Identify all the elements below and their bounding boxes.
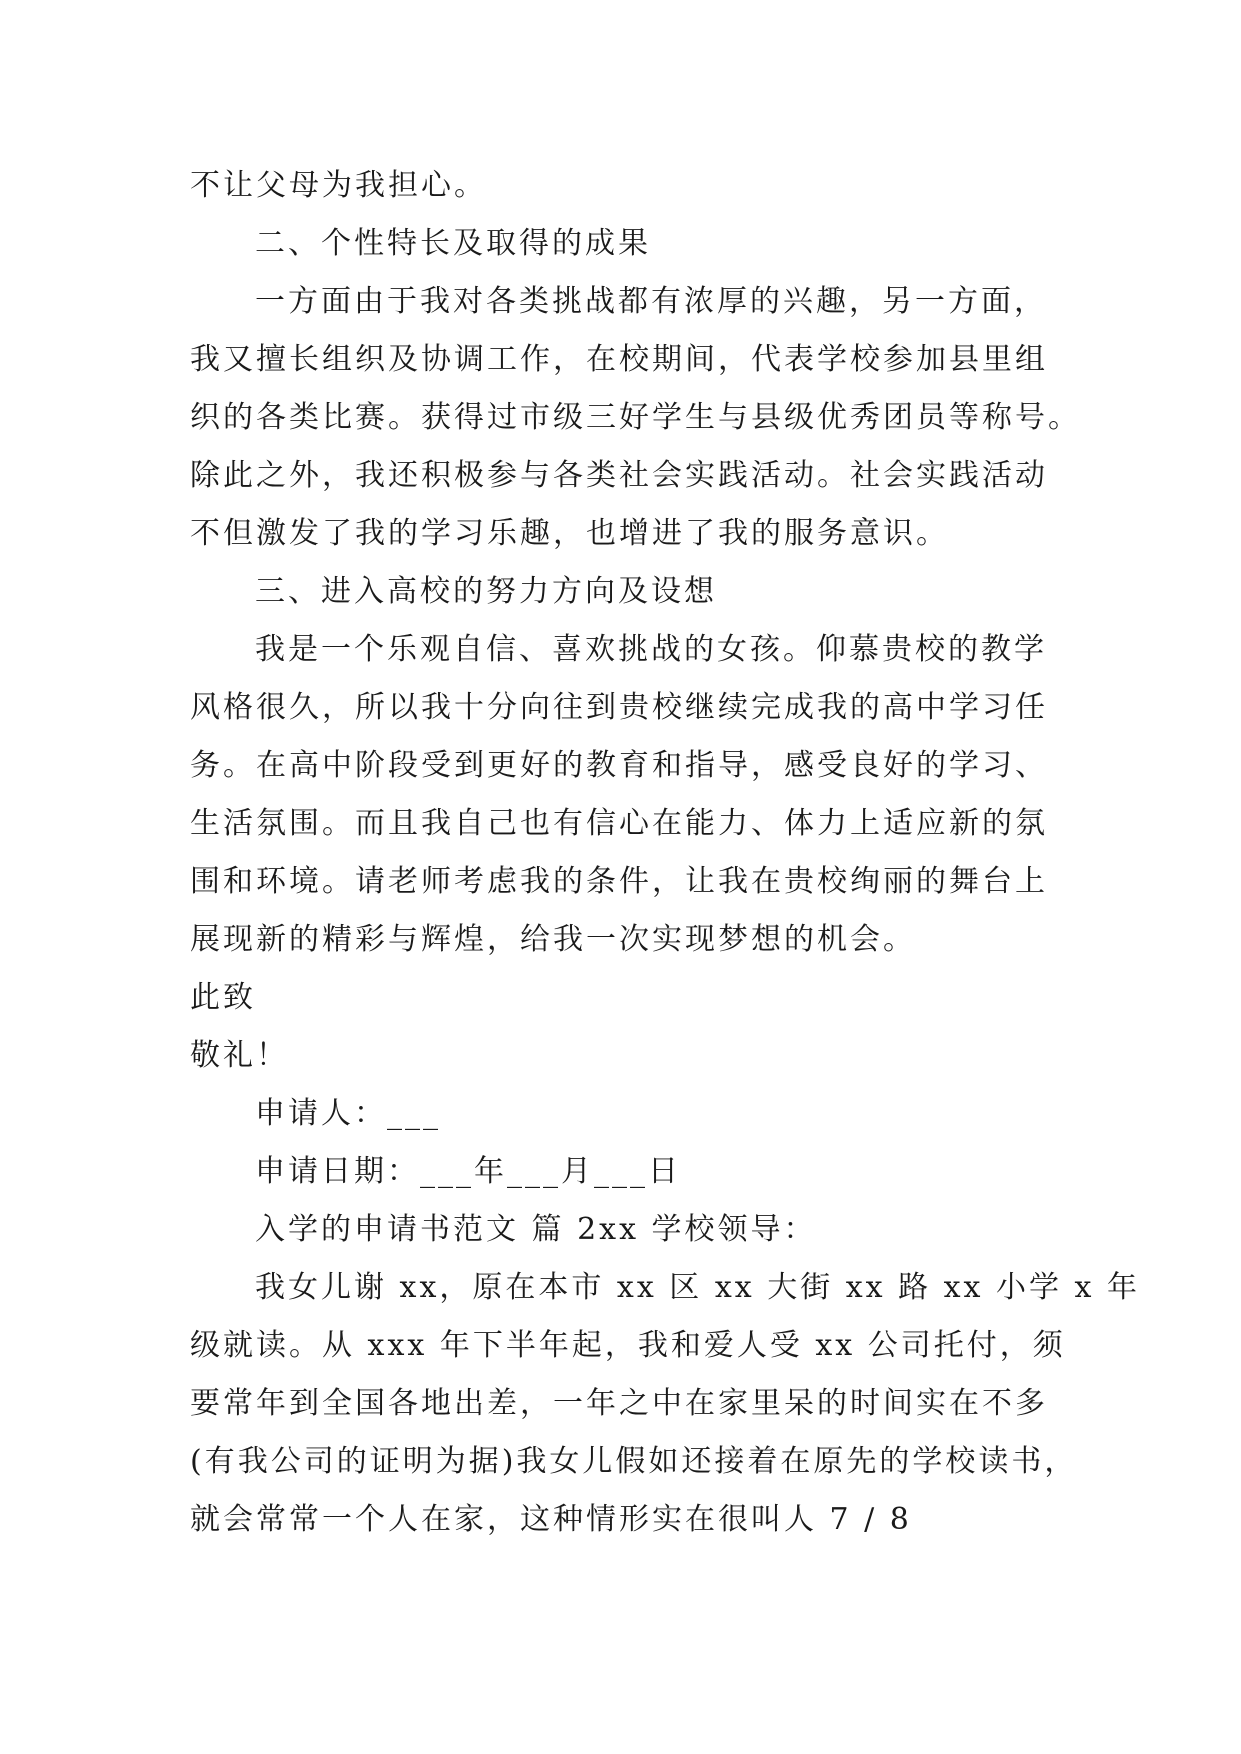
text-line: 级就读。从 xxx 年下半年起，我和爱人受 xx 公司托付，须	[190, 1328, 1066, 1363]
text-line: 织的各类比赛。获得过市级三好学生与县级优秀团员等称号。	[190, 400, 1081, 435]
text-line: 我又擅长组织及协调工作，在校期间，代表学校参加县里组	[190, 342, 1048, 377]
text-line: 除此之外，我还积极参与各类社会实践活动。社会实践活动	[190, 458, 1048, 493]
text-line-with-page-number: 就会常常一个人在家，这种情形实在很叫人 7 / 8	[190, 1502, 912, 1537]
applicant-line: 申请人：___	[255, 1096, 441, 1131]
text-line: 风格很久，所以我十分向往到贵校继续完成我的高中学习任	[190, 690, 1048, 725]
closing-regards: 敬礼！	[190, 1038, 289, 1073]
text-line: 我是一个乐观自信、喜欢挑战的女孩。仰慕贵校的教学	[255, 632, 1047, 667]
closing-salutation: 此致	[190, 980, 256, 1015]
text-line: 围和环境。请老师考虑我的条件，让我在贵校绚丽的舞台上	[190, 864, 1048, 899]
text-line: (有我公司的证明为据)我女儿假如还接着在原先的学校读书，	[190, 1444, 1078, 1479]
text-line: 一方面由于我对各类挑战都有浓厚的兴趣，另一方面，	[255, 284, 1047, 319]
text-line: 生活氛围。而且我自己也有信心在能力、体力上适应新的氛	[190, 806, 1048, 841]
date-line: 申请日期：___年___月___日	[255, 1154, 681, 1189]
section-heading: 二、个性特长及取得的成果	[255, 226, 651, 261]
section-heading: 三、进入高校的努力方向及设想	[255, 574, 717, 609]
text-line: 展现新的精彩与辉煌，给我一次实现梦想的机会。	[190, 922, 916, 957]
article-heading: 入学的申请书范文 篇 2xx 学校领导：	[255, 1212, 817, 1247]
text-line: 不让父母为我担心。	[190, 168, 487, 203]
text-line: 务。在高中阶段受到更好的教育和指导，感受良好的学习、	[190, 748, 1048, 783]
text-line: 要常年到全国各地出差，一年之中在家里呆的时间实在不多	[190, 1386, 1048, 1421]
text-line: 我女儿谢 xx，原在本市 xx 区 xx 大街 xx 路 xx 小学 x 年	[255, 1270, 1141, 1305]
text-line: 不但激发了我的学习乐趣，也增进了我的服务意识。	[190, 516, 949, 551]
